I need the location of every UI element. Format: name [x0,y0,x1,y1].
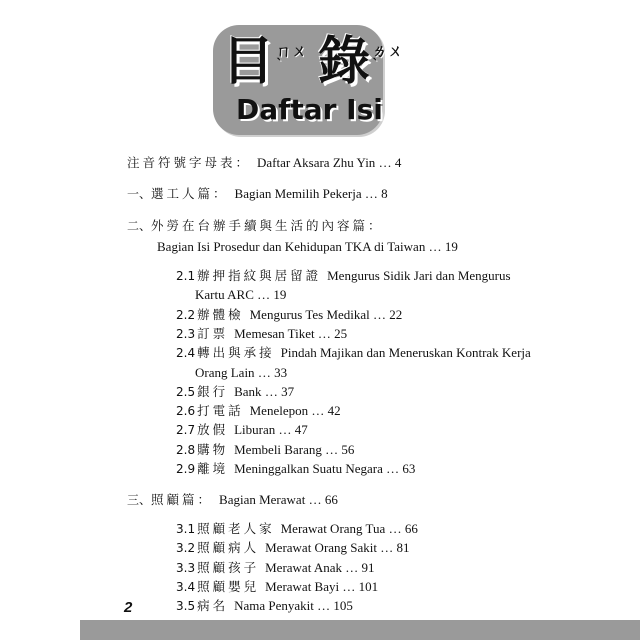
toc-entry-indonesian: Merawat Bayi [265,579,340,594]
toc-entry [176,345,531,361]
heading-chinese [222,30,414,94]
toc-entry [176,560,375,576]
toc-entry-chinese: 辦押指紋與居留證 [197,268,322,283]
toc-entry-chinese: 照顧病人 [197,540,260,555]
toc-entry-chinese: 離境 [197,461,229,476]
toc-entry-page: … 56 [321,442,355,457]
toc-entry-indonesian: Menelepon [249,403,309,418]
toc-entry-indonesian: Merawat Anak [265,560,342,575]
toc-entry-page: … 19 [425,239,458,254]
toc-entry-page: … 19 [253,287,287,302]
toc-entry-chinese: 病名 [197,598,229,613]
toc-entry-indonesian: Mengurus Sidik Jari dan Mengurus [327,268,511,283]
toc-entry [127,155,401,171]
toc-entry [127,492,338,508]
toc-entry-chinese: 照顧老人家 [197,521,275,536]
heading-zhuyin-1: ㄇㄨˋ [276,42,309,74]
toc-entry-number: 二、 [127,219,152,233]
heading-char-1: 目 [222,32,275,92]
toc-entry-number: 2.8 [176,443,196,457]
toc-entry-indonesian: Pindah Majikan dan Meneruskan Kontrak Kerja [280,345,531,360]
toc-entry-indonesian: Orang Lain [195,365,255,380]
toc-entry [176,326,347,342]
toc-entry [176,403,341,419]
toc-entry-page: … 22 [369,307,403,322]
toc-entry [195,365,287,381]
toc-entry [176,579,378,595]
toc-entry-chinese: 照顧嬰兒 [197,579,260,594]
toc-entry-chinese: 外勞在台辦手續與生活的內容篇： [151,218,384,233]
toc-entry [176,461,415,477]
toc-entry [127,218,384,234]
toc-entry-indonesian: Daftar Aksara Zhu Yin [257,155,376,170]
heading-subtitle: Daftar Isi [236,93,383,126]
toc-entry-chinese: 放假 [197,422,229,437]
toc-entry-chinese: 購物 [197,442,229,457]
toc-entry-number: 3.3 [176,561,196,575]
toc-entry-page: … 25 [314,326,348,341]
toc-entry-number: 2.2 [176,308,196,322]
toc-entry-page: … 101 [339,579,379,594]
toc-entry-page: … 63 [382,461,416,476]
toc-entry-number: 2.5 [176,385,196,399]
toc-entry [176,307,402,323]
toc-entry-indonesian: Liburan [234,422,276,437]
toc-entry [176,521,418,537]
toc-entry-indonesian: Mengurus Tes Medikal [249,307,370,322]
toc-entry-indonesian: Kartu ARC [195,287,254,302]
toc-entry-chinese: 銀行 [197,384,229,399]
toc-entry [176,540,410,556]
toc-entry-indonesian: Meninggalkan Suatu Negara [234,461,383,476]
toc-entry-number: 2.4 [176,346,196,360]
toc-entry [176,442,354,458]
toc-entry-chinese: 訂票 [197,326,229,341]
toc-entry-number: 3.1 [176,522,196,536]
toc-entry-page: … 42 [308,403,341,418]
toc-entry-indonesian: Nama Penyakit [234,598,314,613]
heading-zhuyin-2: ㄌㄨˋ [372,42,405,74]
toc-entry-page: … 8 [361,186,388,201]
toc-entry [195,287,286,303]
heading-char-2: 錄 [318,32,371,92]
toc-entry-number: 2.7 [176,423,196,437]
toc-entry-number: 2.9 [176,462,196,476]
toc-entry-page: … 66 [305,492,338,507]
toc-entry-indonesian: Bagian Memilih Pekerja [234,186,362,201]
toc-entry-page: … 37 [261,384,295,399]
toc-entry-page: … 66 [385,521,418,536]
toc-entry-chinese: 照顧篇： [151,492,214,507]
toc-entry [157,239,458,255]
toc-entry [127,186,388,202]
toc-entry-chinese: 打電話 [197,403,244,418]
toc-entry-number: 三、 [127,493,152,507]
toc-entry-page: … 47 [275,422,308,437]
toc-entry [176,422,308,438]
toc-entry-page: … 81 [377,540,410,555]
toc-entry-number: 2.1 [176,269,196,283]
toc-entry-indonesian: Bank [234,384,262,399]
toc-entry-number: 3.4 [176,580,196,594]
toc-entry-chinese: 注音符號字母表： [127,155,252,170]
toc-entry-chinese: 照顧孩子 [197,560,260,575]
toc-entry-indonesian: Merawat Orang Sakit [265,540,378,555]
toc-entry-number: 一、 [127,187,152,201]
toc-entry-number: 2.6 [176,404,196,418]
toc-entry-page: … 105 [313,598,353,613]
toc-entry-page: … 91 [342,560,375,575]
toc-entry-chinese: 辦體檢 [197,307,244,322]
toc-entry [176,384,294,400]
toc-entry-chinese: 轉出與承接 [197,345,275,360]
toc-entry-indonesian: Membeli Barang [234,442,322,457]
toc-entry-indonesian: Merawat Orang Tua [280,521,386,536]
toc-entry-indonesian: Bagian Merawat [219,492,306,507]
toc-entry-page: … 4 [375,155,402,170]
toc-entry [176,268,511,284]
page-number: 2 [124,599,133,616]
toc-entry-number: 2.3 [176,327,196,341]
toc-entry-chinese: 選工人篇： [151,186,229,201]
toc-entry-page: … 33 [254,365,288,380]
toc-entry-indonesian: Bagian Isi Prosedur dan Kehidupan TKA di Taiwan [157,239,426,254]
toc-entry-indonesian: Memesan Tiket [234,326,315,341]
toc-entry-number: 3.2 [176,541,196,555]
footer-bar [80,620,640,640]
toc-entry [176,598,353,614]
toc-entry-number: 3.5 [176,599,196,613]
